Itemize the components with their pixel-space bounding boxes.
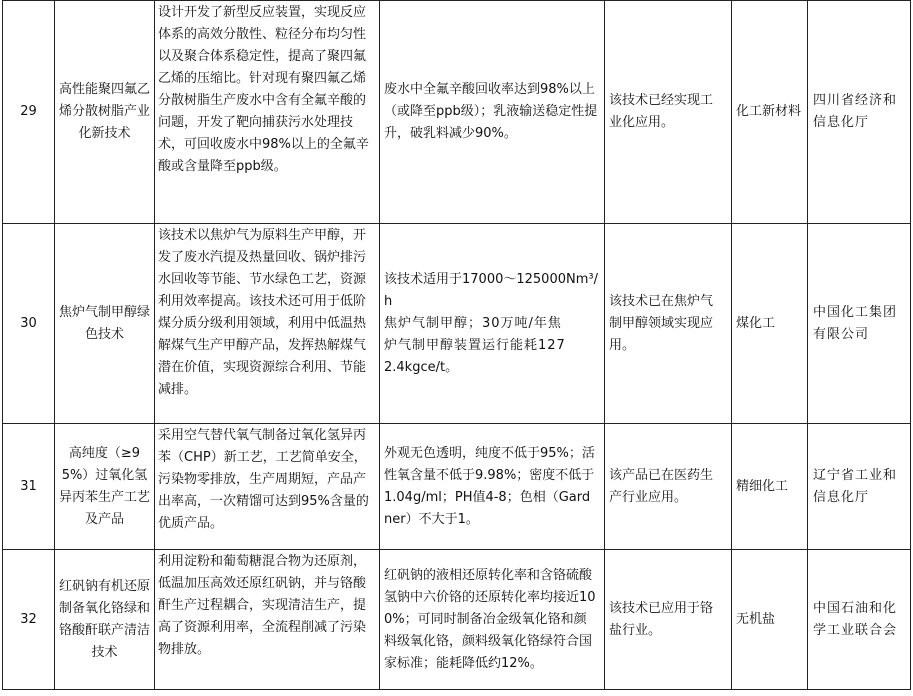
industry-category: 化工新材料 (732, 1, 808, 224)
tech-indicators (380, 224, 605, 424)
tech-indicators: 红矾钠的液相还原转化率和含铬硫酸氢钠中六价铬的还原转化率均接近100%；可同时制备冶金级氧化铬和颜料级氧化铬，颜料级氧化铬绿符合国家标准；能耗降低约12%。 (380, 550, 605, 690)
tech-name: 红矾钠有机还原制备氧化铬绿和铬酸酐联产清洁技术 (55, 550, 155, 690)
tech-description: 设计开发了新型反应装置，实现反应体系的高效分散性、粒径分布均匀性以及聚合体系稳定性，提高了聚四氟乙烯的压缩比。针对现有聚四氟乙烯分散树脂生产废水中含有全氟辛酸的问题，开发了靶向捕获污水处理技术，可回收废水中98%以上的全氟辛酸或含量降至ppb级。 (155, 1, 380, 224)
indicator-line: 2.4kgce/t。 (384, 359, 459, 375)
row-number: 32 (3, 550, 55, 690)
table-row (3, 224, 911, 424)
table-row (3, 424, 911, 550)
application-status: 该技术已经实现工业化应用。 (605, 1, 732, 224)
technology-table (2, 0, 911, 690)
industry-category: 无机盐 (732, 550, 808, 690)
tech-name: 高纯度（≥95%）过氧化氢异丙苯生产工艺及产品 (55, 424, 155, 550)
tech-indicators: 废水中全氟辛酸回收率达到98%以上（或降至ppb级）；乳液输送稳定性提升，破乳料减少90%。 (380, 1, 605, 224)
recommending-org: 辽宁省工业和信息化厅 (808, 424, 911, 550)
application-status: 该技术已应用于铬盐行业。 (605, 550, 732, 690)
indicator-line: 焦炉气制甲醇；30万吨/年焦 (384, 315, 562, 331)
row-number: 29 (3, 1, 55, 224)
tech-name: 高性能聚四氟乙烯分散树脂产业化新技术 (55, 1, 155, 224)
application-status: 该技术已在焦炉气制甲醇领域实现应用。 (605, 224, 732, 424)
indicator-line: 炉气制甲醇装置运行能耗127 (384, 337, 566, 353)
tech-description: 该技术以焦炉气为原料生产甲醇，开发了废水汽提及热量回收、锅炉排污水回收等节能、节水绿色工艺，资源利用效率提高。该技术还可用于低阶煤分质分级利用领域，利用中低温热解煤气生产甲醇产品，发挥热解煤气潜在价值，实现资源综合利用、节能减排。 (155, 224, 380, 424)
tech-description: 利用淀粉和葡萄糖混合物为还原剂，低温加压高效还原红矾钠，并与铬酸酐生产过程耦合，实现清洁生产，提高了资源利用率，全流程削减了污染物排放。 (155, 550, 380, 690)
recommending-org: 中国化工集团有限公司 (808, 224, 911, 424)
table-row (3, 550, 911, 690)
tech-description: 采用空气替代氧气制备过氧化氢异丙苯（CHP）新工艺，工艺简单安全，污染物零排放，生产周期短，产品产出率高，一次精馏可达到95%含量的优质产品。 (155, 424, 380, 550)
tech-name: 焦炉气制甲醇绿色技术 (55, 224, 155, 424)
application-status: 该产品已在医药生产行业应用。 (605, 424, 732, 550)
table-row (3, 1, 911, 224)
industry-category: 精细化工 (732, 424, 808, 550)
industry-category: 煤化工 (732, 224, 808, 424)
indicator-line: 该技术适用于17000～125000Nm³/h (384, 271, 598, 309)
recommending-org: 四川省经济和信息化厅 (808, 1, 911, 224)
row-number: 30 (3, 224, 55, 424)
recommending-org: 中国石油和化学工业联合会 (808, 550, 911, 690)
row-number: 31 (3, 424, 55, 550)
tech-indicators: 外观无色透明，纯度不低于95%；活性氧含量不低于9.98%；密度不低于1.04g/ml；PH值4-8；色相（Gardner）不大于1。 (380, 424, 605, 550)
